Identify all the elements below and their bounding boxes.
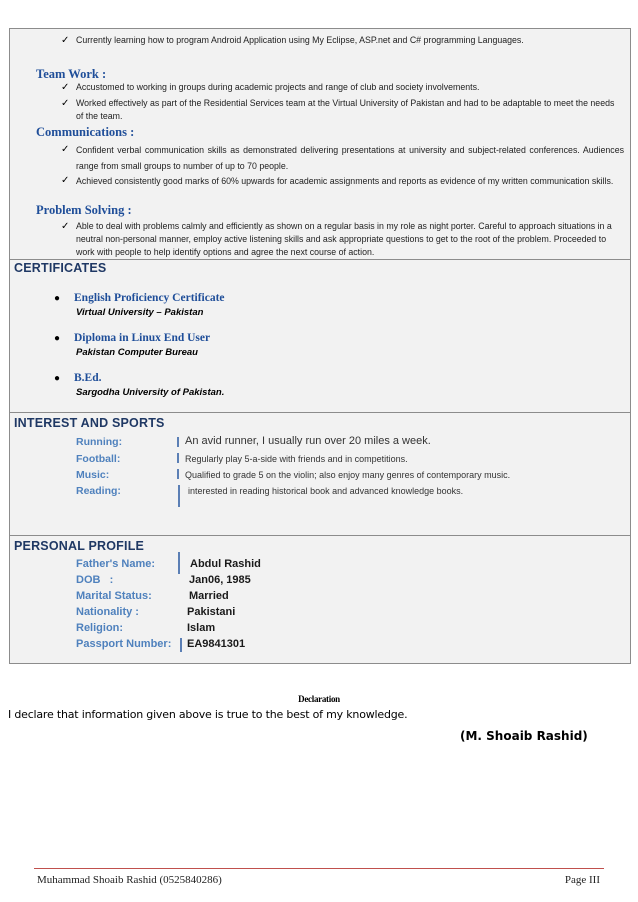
checkmark-icon: ✓ xyxy=(61,35,70,46)
separator-bar xyxy=(177,437,179,447)
profile-label: Nationality : xyxy=(76,606,139,618)
communications-heading: Communications : xyxy=(36,125,135,139)
profile-value: Married xyxy=(189,590,229,602)
personal-profile-title: PERSONAL PROFILE xyxy=(14,539,145,553)
separator-bar xyxy=(178,485,180,507)
skill-bullet xyxy=(61,142,624,174)
interest-label: Football: xyxy=(76,453,121,465)
section-divider xyxy=(9,259,631,260)
bullet-text: Worked effectively as part of the Residential Services team at the Virtual University of Pakistan and had to be adaptable to meet the needs of the team. xyxy=(76,98,615,121)
signature: (M. Shoaib Rashid) xyxy=(460,729,588,743)
section-divider xyxy=(9,412,631,413)
separator-bar xyxy=(178,552,180,574)
certificate-org: Virtual University – Pakistan xyxy=(76,307,204,318)
bullet-text: Confident verbal communication skills as demonstrated delivering presentations at university and subject-related conferences. Audiences range from small groups to number of up to 70 people. xyxy=(76,145,624,171)
certificate-org: Sargodha University of Pakistan. xyxy=(76,387,225,398)
interest-label: Running: xyxy=(76,436,123,448)
bullet-text: Achieved consistently good marks of 60% upwards for academic assignments and reports as evidence of my written communication skills. xyxy=(76,176,614,186)
checkmark-icon: ✓ xyxy=(61,82,70,93)
checkmark-icon: ✓ xyxy=(61,144,70,155)
interest-value: Qualified to grade 5 on the violin; also enjoy many genres of contemporary music. xyxy=(185,470,511,480)
skill-bullet xyxy=(61,33,624,48)
profile-label: Father's Name: xyxy=(76,558,156,570)
separator-bar xyxy=(180,638,182,652)
checkmark-icon: ✓ xyxy=(61,221,70,232)
section-divider xyxy=(9,535,631,536)
separator-bar xyxy=(177,453,179,463)
profile-value: Jan06, 1985 xyxy=(189,574,251,586)
bullet-text: Currently learning how to program Android Application using My Eclipse, ASP.net and C# programming Languages. xyxy=(76,35,524,45)
profile-label: Passport Number: xyxy=(76,638,172,650)
profile-label: Marital Status: xyxy=(76,590,152,602)
interest-value: An avid runner, I usually run over 20 miles a week. xyxy=(185,435,431,447)
skill-bullet xyxy=(61,220,624,259)
declaration-text: I declare that information given above is true to the best of my knowledge. xyxy=(8,708,408,721)
team-work-heading: Team Work : xyxy=(36,67,107,81)
interests-title: INTEREST AND SPORTS xyxy=(14,416,165,430)
interest-value: interested in reading historical book and advanced knowledge books. xyxy=(188,486,464,496)
interest-value: Regularly play 5-a-side with friends and in competitions. xyxy=(185,454,408,464)
footer-name: Muhammad Shoaib Rashid (0525840286) xyxy=(37,874,222,886)
problem-solving-heading: Problem Solving : xyxy=(36,203,132,217)
bullet-text: Able to deal with problems calmly and efficiently as shown on a regular basis in my role as night porter. Careful to approach situations in a neutral non-personal manner, employ active listening skills and ask appropriate questions to get to the root of the problem. Proceeded to work with people to help identify options and agree the next course of action. xyxy=(76,221,612,257)
profile-value: Abdul Rashid xyxy=(190,558,261,570)
declaration-heading: Declaration xyxy=(298,694,340,704)
bullet-dot-icon: ● xyxy=(54,373,61,384)
separator-bar xyxy=(177,469,179,479)
skill-bullet xyxy=(61,97,624,123)
skill-bullet xyxy=(61,173,624,189)
skill-bullet xyxy=(61,80,624,95)
bullet-dot-icon: ● xyxy=(54,293,61,304)
certificate-name: Diploma in Linux End User xyxy=(74,332,211,344)
interest-label: Music: xyxy=(76,469,110,481)
checkmark-icon: ✓ xyxy=(61,175,70,186)
bullet-text: Accustomed to working in groups during academic projects and range of club and society involvements. xyxy=(76,82,480,92)
profile-label: DOB : xyxy=(76,574,114,586)
certificates-title: CERTIFICATES xyxy=(14,261,107,275)
certificate-name: English Proficiency Certificate xyxy=(74,292,225,304)
profile-label: Religion: xyxy=(76,622,124,634)
certificate-org: Pakistan Computer Bureau xyxy=(76,347,198,358)
interest-label: Reading: xyxy=(76,485,121,497)
footer-rule xyxy=(34,868,604,869)
profile-value: Pakistani xyxy=(187,606,236,618)
certificate-name: B.Ed. xyxy=(74,372,102,384)
profile-value: Islam xyxy=(187,622,216,634)
bullet-dot-icon: ● xyxy=(54,333,61,344)
page-number: Page III xyxy=(564,874,600,886)
profile-value: EA9841301 xyxy=(187,638,246,650)
checkmark-icon: ✓ xyxy=(61,98,70,109)
